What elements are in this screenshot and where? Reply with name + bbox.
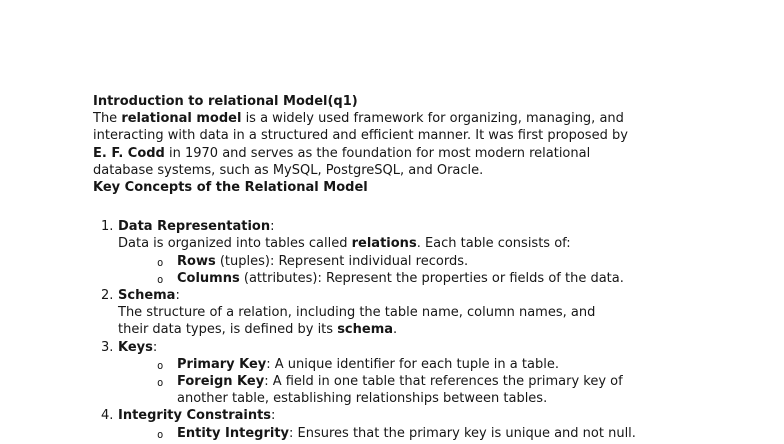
text-segment: another table, establishing relationships between tables.: [177, 391, 548, 407]
document-page: [93, 93, 763, 442]
text-segment: .: [393, 322, 398, 338]
sub-list-item: [93, 373, 763, 390]
list-item-continuation: [93, 235, 763, 252]
text-segment-bold: Integrity Constraints: [118, 408, 272, 424]
list-item-continuation: [93, 321, 763, 338]
text-segment-bold: schema: [337, 322, 394, 338]
intro-paragraph-line: [93, 145, 763, 162]
text-segment: . Each table consists of:: [416, 236, 571, 252]
sub-list-item: [93, 270, 763, 287]
text-segment-bold: Data Representation: [118, 219, 271, 235]
text-segment: The: [93, 111, 122, 127]
text-segment-bold: Keys: [118, 339, 153, 355]
text-segment: : Ensures that the primary key is unique and not null.: [289, 425, 636, 441]
bullet-marker: o: [157, 256, 164, 269]
text-segment-bold: Primary Key: [177, 356, 267, 372]
text-segment: database systems, such as MySQL, PostgreSQL, and Oracle.: [93, 162, 484, 178]
sub-list-item: [93, 425, 763, 442]
text-segment: : A unique identifier for each tuple in a table.: [266, 356, 559, 372]
list-number: 3.: [101, 339, 114, 355]
text-segment: in 1970 and serves as the foundation for most modern relational: [164, 145, 591, 161]
list-number: 4.: [101, 408, 114, 424]
sub-list-item: [93, 253, 763, 270]
text-segment: :: [175, 288, 180, 304]
intro-paragraph-line: [93, 127, 763, 144]
text-segment: Introduction to relational Model(q1): [93, 94, 358, 109]
text-segment-bold: Foreign Key: [177, 374, 265, 390]
list-item-continuation: [93, 304, 763, 321]
bullet-marker: o: [157, 428, 164, 441]
text-segment-bold: relations: [351, 236, 417, 252]
section-heading: [93, 179, 763, 196]
list-item: [93, 218, 763, 235]
text-segment-bold: Columns: [177, 270, 240, 286]
bullet-marker: o: [157, 273, 164, 286]
text-segment-bold: Entity Integrity: [177, 425, 290, 441]
text-segment-bold: Rows: [177, 253, 216, 269]
list-item: [93, 339, 763, 356]
bullet-marker: o: [157, 377, 164, 390]
list-item: [93, 287, 763, 304]
sub-list-item-continuation: [93, 390, 763, 407]
text-segment-bold: relational model: [121, 111, 242, 127]
text-segment: :: [152, 339, 158, 355]
text-segment-bold: E. F. Codd: [93, 145, 165, 161]
text-segment: Key Concepts of the Relational Model: [93, 180, 368, 196]
text-segment-bold: Schema: [118, 288, 176, 304]
list-item: [93, 407, 763, 424]
text-segment: :: [270, 219, 275, 235]
list-number: 1.: [101, 219, 114, 235]
intro-paragraph-line: [93, 162, 763, 179]
list-number: 2.: [101, 288, 114, 304]
bullet-marker: o: [157, 359, 164, 372]
text-segment: their data types, is defined by its: [118, 322, 338, 338]
text-segment: : A field in one table that references the primary key of: [264, 374, 623, 390]
document-title: [93, 93, 763, 110]
paragraph-spacer: [93, 196, 763, 218]
sub-list-item: [93, 356, 763, 373]
text-segment: Data is organized into tables called: [118, 236, 352, 252]
text-segment: (tuples): Represent individual records.: [215, 253, 469, 269]
text-segment: is a widely used framework for organizing, managing, and: [241, 111, 624, 127]
text-segment: :: [271, 408, 276, 424]
text-segment: The structure of a relation, including the table name, column names, and: [118, 305, 596, 321]
text-segment: (attributes): Represent the properties or fields of the data.: [239, 270, 624, 286]
intro-paragraph-line: [93, 110, 763, 127]
text-segment: interacting with data in a structured and efficient manner. It was first proposed by: [93, 128, 628, 144]
